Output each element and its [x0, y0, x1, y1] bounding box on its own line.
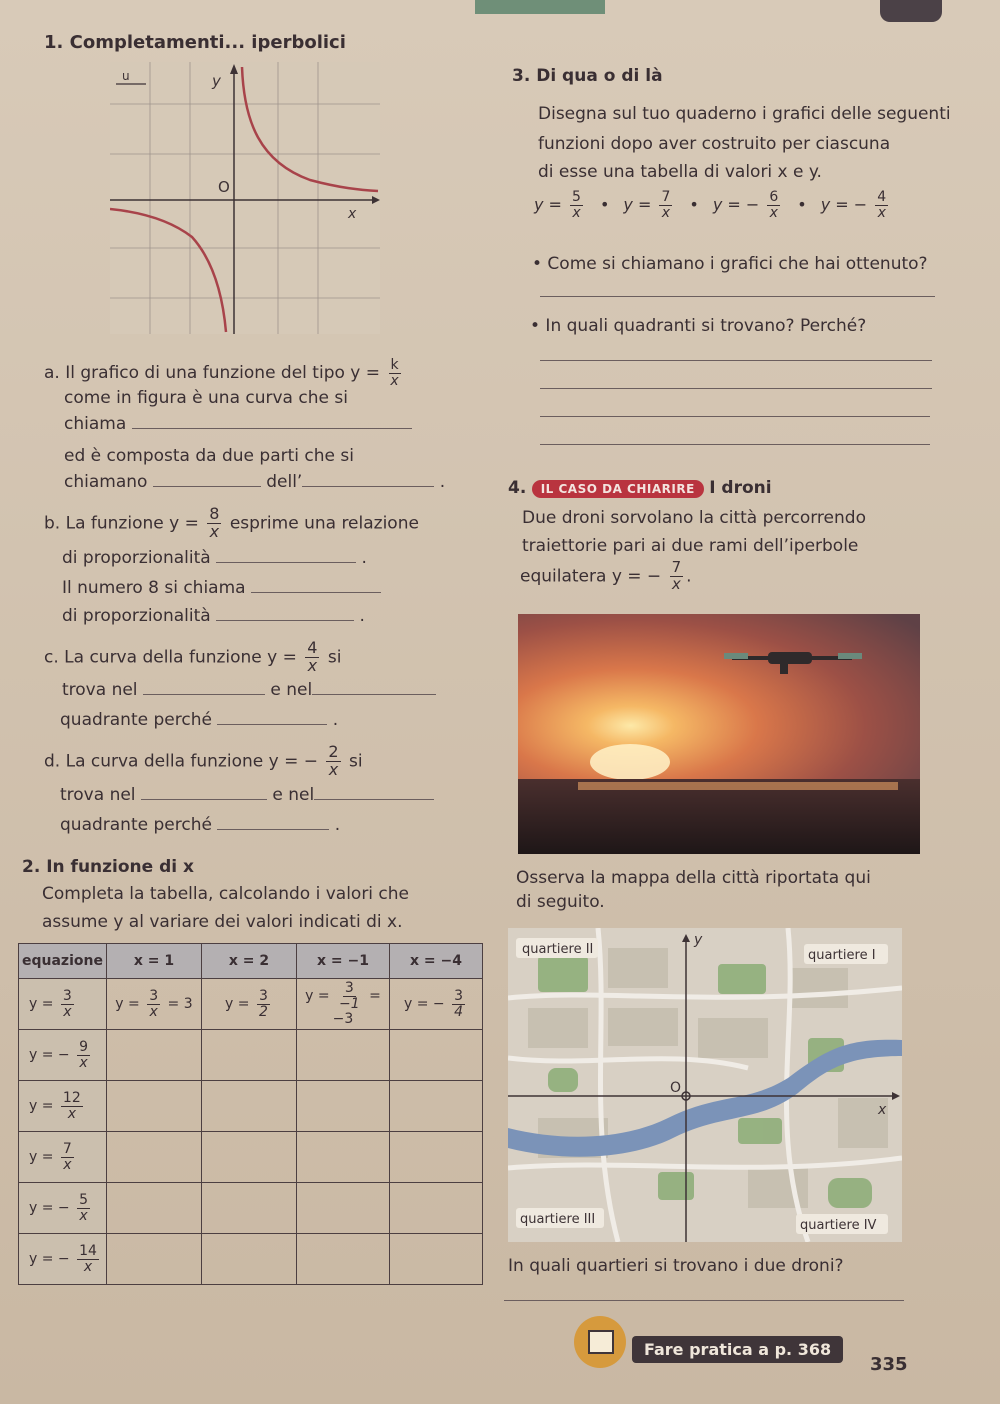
table-row [19, 1234, 483, 1285]
frac-den: x [79, 1207, 88, 1224]
top-green-tab [475, 0, 605, 14]
map-quartiere-1: quartiere I [808, 948, 876, 963]
pencil-icon [574, 1316, 626, 1368]
drone-sunset-photo [518, 614, 920, 854]
value-cell[interactable] [106, 1030, 201, 1081]
table-header-cell: x = −4 [389, 944, 482, 979]
fraction-body [767, 190, 780, 220]
answer-line[interactable] [504, 1300, 904, 1301]
fraction: − $\frac{14}{x}$ [57, 1242, 97, 1275]
fraction: − $\frac{9}{x}$ [57, 1038, 89, 1071]
ex1-c-trova-nel: trova nel [62, 680, 138, 700]
ex1-c-line3: quadrante perché . [60, 710, 339, 730]
fraction [58, 1089, 86, 1122]
ex1-a-line1 [44, 358, 404, 388]
map-x-label: x [878, 1102, 887, 1118]
fraction: − $\frac{3}{4}$ [432, 987, 463, 1020]
top-right-icon [880, 0, 942, 22]
ex1-b-proporzionalita-2: di proporzionalità [62, 606, 211, 626]
ex1-a-chiamano: chiamano [64, 472, 148, 492]
table-header-cell: equazione [19, 944, 107, 979]
ex4-fraction [670, 560, 684, 593]
ex1-c-e-nel: e nel [270, 680, 313, 700]
frac-den: x [149, 1003, 158, 1020]
ex3-function: y = − $\frac{6}{x}$ [713, 195, 783, 214]
frac-den: x [83, 1258, 93, 1275]
value-cell[interactable]: y = − $\frac{3}{4}$ [389, 979, 482, 1030]
value-cell[interactable] [201, 1132, 296, 1183]
value-cell[interactable] [106, 1234, 201, 1285]
ex1-d-trova-nel: trova nel [60, 785, 136, 805]
frac-den: x [67, 1105, 76, 1122]
value-cell[interactable] [296, 1132, 389, 1183]
frac-den: x [671, 574, 681, 593]
map-y-label: y [694, 932, 703, 948]
value-cell[interactable] [389, 1030, 482, 1081]
ex2-table [18, 943, 483, 1285]
value-cell[interactable] [201, 1183, 296, 1234]
frac-num: 3 [258, 987, 268, 1004]
ex1-d-line1 [44, 744, 363, 779]
table-header-row [19, 944, 483, 979]
value-cell[interactable] [296, 1081, 389, 1132]
ex2-title: 2. In funzione di x [22, 857, 194, 877]
frac-den: x [79, 1054, 88, 1071]
value-cell[interactable]: y = $\frac{3}{x}$ = 3 [106, 979, 201, 1030]
value-cell[interactable] [389, 1234, 482, 1285]
ex1-d-line3: quadrante perché . [60, 815, 341, 835]
answer-line[interactable] [540, 416, 930, 417]
frac-num: 2 [328, 742, 339, 761]
frac-den: x [307, 655, 318, 675]
frac-num: 7 [671, 558, 682, 576]
ex4-title: I droni [709, 478, 772, 498]
map-quartiere-2: quartiere II [522, 942, 594, 957]
ex4-line1: Due droni sorvolano la città percorrendo [522, 508, 866, 528]
table-row [19, 979, 483, 1030]
origin-label: O [218, 178, 230, 196]
value-cell[interactable] [389, 1132, 482, 1183]
value-cell[interactable] [201, 1081, 296, 1132]
answer-blank[interactable] [302, 485, 434, 487]
value-cell[interactable] [296, 1030, 389, 1081]
ex3-function: y = − $\frac{4}{x}$ [821, 195, 891, 214]
frac-num: 12 [62, 1089, 81, 1106]
value-cell[interactable] [296, 1183, 389, 1234]
fraction [567, 189, 586, 221]
frac-den: x [390, 372, 399, 389]
value-cell[interactable] [201, 1030, 296, 1081]
fraction [254, 987, 273, 1020]
ex1-d-e-nel: e nel [272, 785, 315, 805]
value-cell[interactable]: y = $\frac{3}{-1}$ = −3 [296, 979, 389, 1030]
answer-line[interactable] [540, 360, 932, 361]
ex1-a-lead: a. Il grafico di una funzione del tipo y = [44, 363, 380, 384]
table-header-cell: x = −1 [296, 944, 389, 979]
value-cell[interactable] [296, 1234, 389, 1285]
ex1-b-proporzionalita: di proporzionalità [62, 548, 211, 568]
ex4-line4: Osserva la mappa della città riportata qui [516, 868, 871, 888]
ex3-title: 3. Di qua o di là [512, 66, 663, 86]
frac-den: x [63, 1156, 72, 1173]
ex1-c-tail: si [327, 647, 342, 668]
ex1-a-line4: ed è composta da due parti che si [64, 446, 354, 466]
value-cell[interactable] [106, 1183, 201, 1234]
table-row [19, 1183, 483, 1234]
fraction-body [257, 989, 270, 1019]
ex1-a-dell: dell’ [266, 472, 303, 492]
fraction-body [147, 989, 160, 1019]
answer-line[interactable] [540, 388, 932, 389]
ex1-b-line3 [62, 578, 381, 598]
frac-num: 3 [344, 979, 354, 996]
city-map [508, 928, 902, 1242]
frac-num: 9 [79, 1038, 89, 1055]
fraction: − $\frac{4}{x}$ [853, 189, 887, 221]
answer-line[interactable] [540, 296, 935, 297]
frac-num: 3 [149, 987, 159, 1004]
value-cell[interactable] [106, 1132, 201, 1183]
fraction [58, 1140, 77, 1173]
fraction-body [61, 989, 74, 1019]
frac-den: −1 [339, 995, 360, 1012]
ex1-d-line2 [60, 785, 434, 805]
ex1-c-lead: c. La curva della funzione y = [44, 647, 297, 668]
value-cell[interactable]: y = $\frac{3}{2}$ [201, 979, 296, 1030]
fraction: − $\frac{5}{x}$ [57, 1191, 89, 1224]
ex3-question1: • Come si chiamano i grafici che hai ottenuto? [532, 254, 928, 274]
table-row [19, 1081, 483, 1132]
answer-blank[interactable] [251, 591, 381, 593]
fraction-body [452, 989, 465, 1019]
answer-blank[interactable] [216, 619, 354, 621]
map-origin-label: O [670, 1080, 682, 1096]
ex4-hyperbole-eq: equilatera y = − [520, 566, 662, 587]
ex3-intro1: Disegna sul tuo quaderno i grafici delle seguenti [538, 104, 951, 124]
ex2-intro1: Completa la tabella, calcolando i valori che [42, 884, 410, 904]
frac-num: 7 [62, 1140, 72, 1157]
ex4-tag-badge: IL CASO DA CHIARIRE [532, 480, 704, 498]
ex1-b-line2: di proporzionalità . [62, 548, 367, 568]
answer-blank[interactable] [216, 561, 356, 563]
unit-label: u [122, 69, 130, 83]
ex3-functions: y = $\frac{5}{x}$ • y = $\frac{7}{x}$ • y = − $\frac{6}{x}$ • y = − $\frac{4}{x}$ [534, 190, 905, 220]
equation-cell: y = $\frac{12}{x}$ [19, 1081, 107, 1132]
fraction-body [337, 981, 362, 1011]
ex3-question2: • In quali quadranti si trovano? Perché? [530, 316, 867, 336]
answer-blank[interactable] [132, 427, 412, 429]
fraction [656, 189, 675, 221]
ex3-intro3: di esse una tabella di valori x e y. [538, 162, 822, 182]
ex1-d-lead: d. La curva della funzione y = − [44, 751, 318, 772]
ex1-c-quadrante: quadrante perché [60, 710, 212, 730]
answer-blank[interactable] [153, 485, 261, 487]
ex1-a-line2: come in figura è una curva che si [64, 388, 348, 408]
ex1-a-fraction [388, 358, 400, 388]
frac-num: 7 [661, 189, 671, 205]
frac-num: 8 [209, 504, 220, 523]
fraction-body [61, 1091, 83, 1121]
ex4-line5: di seguito. [516, 892, 605, 912]
frac-num: 5 [572, 189, 581, 205]
ex1-a-line5: chiamano dell’ . [64, 472, 446, 492]
ex4-line2: traiettorie pari ai due rami dell’iperbole [522, 536, 859, 556]
fraction [144, 987, 163, 1020]
ex3-function: y = $\frac{5}{x}$ [534, 195, 586, 214]
answer-blank[interactable] [314, 798, 434, 800]
equation-cell: y = $\frac{3}{x}$ [19, 979, 107, 1030]
fraction-body [77, 1040, 90, 1070]
ex1-title: 1. Completamenti... iperbolici [44, 32, 346, 53]
answer-blank[interactable] [312, 693, 436, 695]
frac-den: x [328, 759, 339, 779]
frac-num: 3 [454, 987, 463, 1004]
answer-line[interactable] [540, 444, 930, 445]
answer-blank[interactable] [217, 723, 327, 725]
frac-den: x [209, 521, 220, 541]
ex1-b-si-chiama: Il numero 8 si chiama [62, 578, 246, 598]
ex4-question: In quali quartieri si trovano i due droni? [508, 1256, 844, 1276]
page-number: 335 [870, 1354, 908, 1375]
ex4-header [508, 478, 772, 498]
ex1-d-tail: si [348, 751, 363, 772]
ex1-a-chiama: chiama [64, 414, 127, 434]
ex1-b-tail: esprime una relazione [229, 513, 419, 534]
ex1-hyperbola-graph [110, 62, 380, 334]
fraction-body [61, 1142, 74, 1172]
table-row [19, 1132, 483, 1183]
answer-blank[interactable] [141, 798, 267, 800]
value-cell[interactable] [389, 1081, 482, 1132]
fraction-body [77, 1193, 90, 1223]
frac-num: 4 [307, 638, 318, 657]
y-axis-label: y [212, 72, 221, 90]
equation-cell: y = $\frac{7}{x}$ [19, 1132, 107, 1183]
equation-cell: y = − $\frac{5}{x}$ [19, 1183, 107, 1234]
ex3-intro2: funzioni dopo aver costruito per ciascuna [538, 134, 891, 154]
fraction: − $\frac{6}{x}$ [745, 189, 779, 221]
equation-cell: y = − $\frac{9}{x}$ [19, 1030, 107, 1081]
frac-den: x [63, 1003, 72, 1020]
fare-pratica-link[interactable]: Fare pratica a p. 368 [632, 1336, 843, 1363]
x-axis-label: x [348, 206, 357, 222]
ex1-c-fraction [305, 640, 319, 675]
map-quartiere-3: quartiere III [520, 1212, 596, 1227]
fraction [334, 979, 365, 1012]
ex1-d-fraction [326, 744, 340, 779]
fraction [58, 987, 77, 1020]
frac-num: 14 [79, 1242, 97, 1259]
fraction-body [659, 190, 672, 220]
fraction-body [875, 190, 888, 220]
answer-blank[interactable] [217, 828, 329, 830]
ex3-function: y = $\frac{7}{x}$ [623, 195, 675, 214]
frac-den: x [572, 204, 581, 221]
fraction-body [570, 190, 583, 220]
ex1-c-line1 [44, 640, 341, 675]
frac-num: k [390, 357, 399, 373]
frac-den: x [661, 204, 671, 221]
ex1-b-fraction [207, 506, 221, 541]
frac-den: 4 [454, 1003, 463, 1020]
table-row [19, 1030, 483, 1081]
ex1-d-quadrante: quadrante perché [60, 815, 212, 835]
frac-num: 5 [79, 1191, 89, 1208]
equation-cell: y = − $\frac{14}{x}$ [19, 1234, 107, 1285]
ex4-number: 4. [508, 478, 527, 498]
table-header-cell: x = 1 [106, 944, 201, 979]
ex2-intro2: assume y al variare dei valori indicati di x. [42, 912, 403, 932]
value-cell[interactable] [389, 1183, 482, 1234]
map-quartiere-4: quartiere IV [800, 1218, 877, 1233]
table-header-cell: x = 2 [201, 944, 296, 979]
ex1-b-line1 [44, 506, 419, 541]
ex1-b-line4: di proporzionalità . [62, 606, 365, 626]
ex1-b-lead: b. La funzione y = [44, 513, 199, 534]
fraction-body [77, 1244, 99, 1274]
ex4-line3: equilatera y = − $\frac{7}{x}$ . [520, 558, 692, 593]
answer-blank[interactable] [143, 693, 265, 695]
frac-den: x [769, 204, 778, 221]
value-cell[interactable] [106, 1081, 201, 1132]
frac-num: 6 [769, 189, 779, 205]
value-cell[interactable] [201, 1234, 296, 1285]
frac-num: 3 [62, 987, 72, 1004]
frac-den: x [877, 204, 886, 221]
frac-num: 4 [877, 189, 887, 205]
frac-den: 2 [258, 1003, 268, 1020]
ex1-a-line3 [64, 414, 412, 434]
ex1-c-line2 [62, 680, 436, 700]
